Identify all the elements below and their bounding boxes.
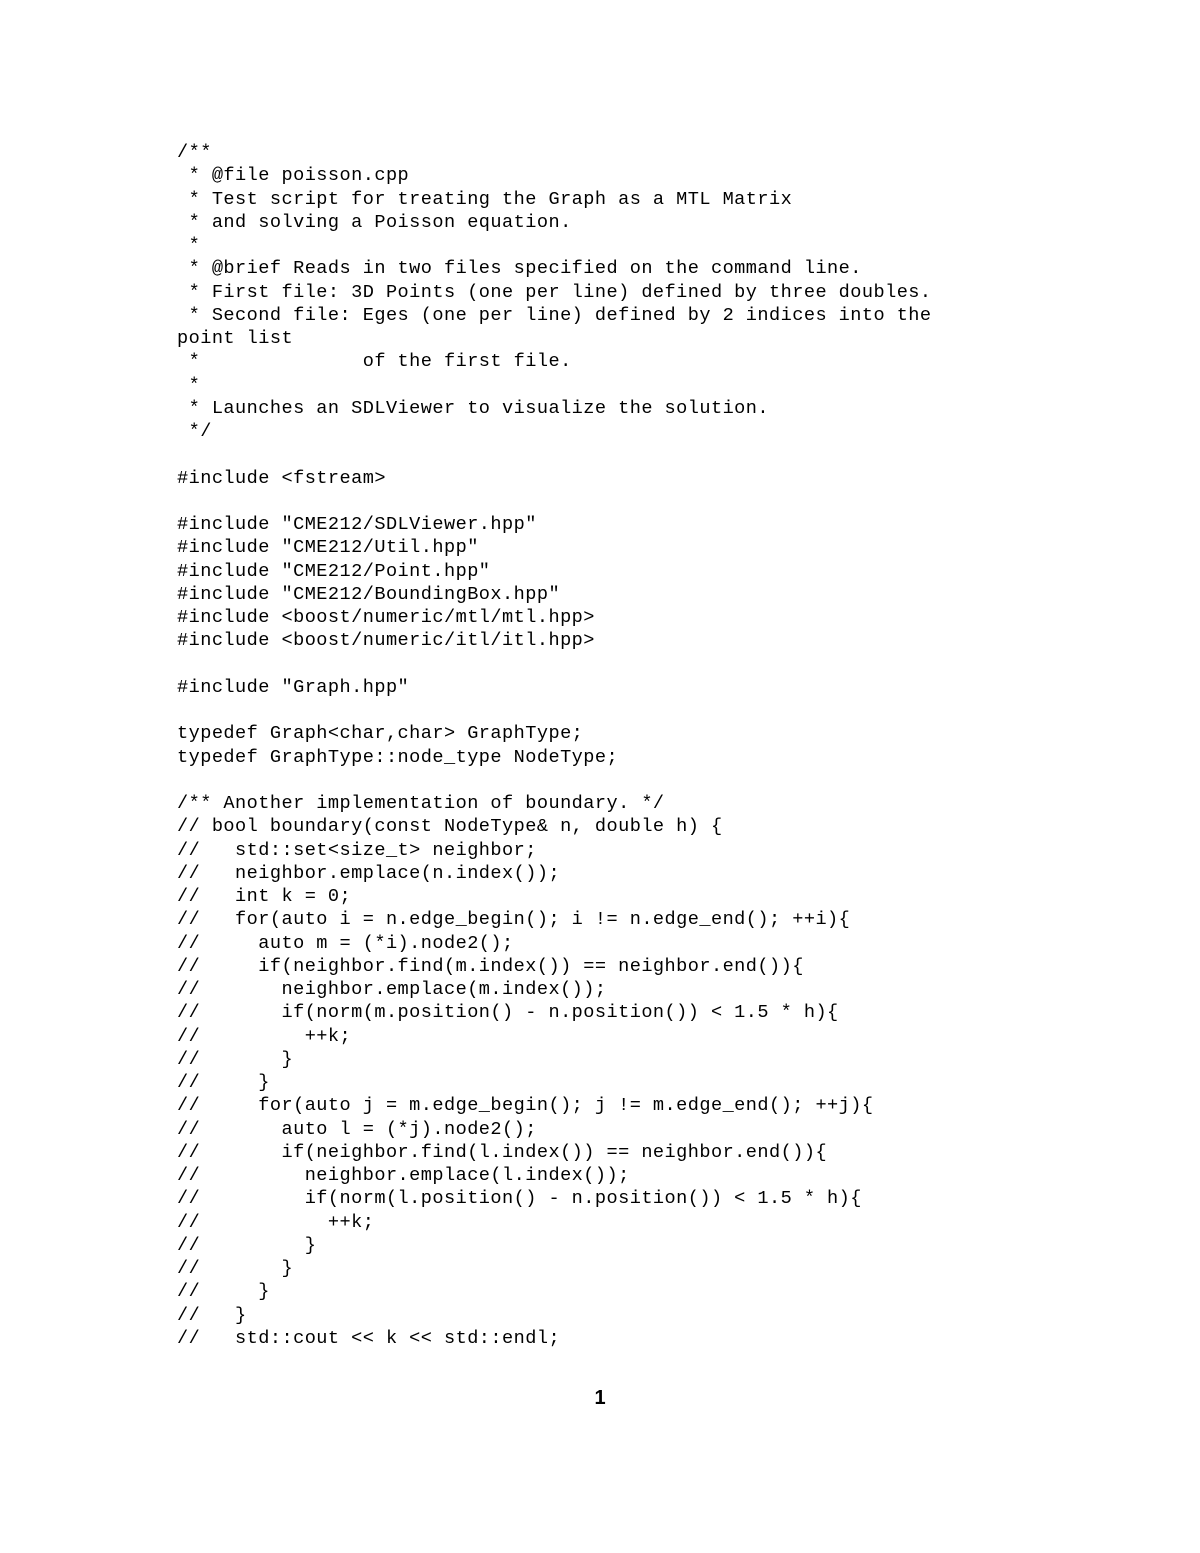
code-line: // neighbor.emplace(l.index()); xyxy=(177,1165,630,1186)
code-line: // bool boundary(const NodeType& n, double h) { xyxy=(177,816,723,838)
code-line xyxy=(177,653,1137,676)
code-line: // std::set<size_t> neighbor; xyxy=(177,839,537,861)
code-line: // } xyxy=(177,1281,270,1303)
code-line: // } xyxy=(177,1072,270,1093)
code-line: #include "Graph.hpp" xyxy=(177,676,410,698)
code-line: * of the first file. xyxy=(177,351,572,373)
code-listing xyxy=(177,141,1137,1350)
code-line: // int k = 0; xyxy=(177,886,352,907)
code-line: // ++k; xyxy=(177,1211,375,1233)
code-line: * @file poisson.cpp xyxy=(177,165,410,187)
code-line: // if(norm(l.position() - n.position()) < 1.5 * h){ xyxy=(177,1188,862,1210)
code-line: #include <fstream> xyxy=(177,467,386,489)
code-line: // auto l = (*j).node2(); xyxy=(177,1118,537,1140)
code-line: // for(auto i = n.edge_begin(); i != n.edge_end(); ++i){ xyxy=(177,909,851,931)
code-line: * Test script for treating the Graph as a MTL Matrix xyxy=(177,188,793,210)
code-line: // for(auto j = m.edge_begin(); j != m.edge_end(); ++j){ xyxy=(177,1095,874,1117)
code-line: * Launches an SDLViewer to visualize the solution. xyxy=(177,397,770,419)
code-line: /** Another implementation of boundary. */ xyxy=(177,793,665,814)
code-line: // } xyxy=(177,1234,317,1256)
code-line: // if(norm(m.position() - n.position()) < 1.5 * h){ xyxy=(177,1002,839,1024)
code-line: #include "CME212/BoundingBox.hpp" xyxy=(177,583,561,605)
code-line: // } xyxy=(177,1304,247,1326)
code-line: // } xyxy=(177,1258,294,1279)
code-line: // ++k; xyxy=(177,1025,352,1047)
code-line: // if(neighbor.find(m.index()) == neighbor.end()){ xyxy=(177,955,804,977)
code-line: // auto m = (*i).node2(); xyxy=(177,932,514,954)
code-line: * and solving a Poisson equation. xyxy=(177,211,572,233)
code-line: * xyxy=(177,374,201,396)
code-line: // neighbor.emplace(m.index()); xyxy=(177,979,607,1000)
code-line: point list xyxy=(177,328,294,349)
code-line xyxy=(177,443,1137,466)
code-line: #include "CME212/Point.hpp" xyxy=(177,560,491,582)
code-line xyxy=(177,699,1137,722)
code-line: * Second file: Eges (one per line) defined by 2 indices into the xyxy=(177,304,932,326)
code-line: * @brief Reads in two files specified on the command line. xyxy=(177,258,862,280)
code-line: #include "CME212/Util.hpp" xyxy=(177,537,479,559)
code-line: /** xyxy=(177,142,212,163)
code-line: typedef GraphType::node_type NodeType; xyxy=(177,746,619,768)
code-line xyxy=(177,769,1137,792)
code-line: // if(neighbor.find(l.index()) == neighbor.end()){ xyxy=(177,1141,828,1163)
code-line: typedef Graph<char,char> GraphType; xyxy=(177,723,584,745)
code-line: */ xyxy=(177,421,212,442)
code-line: #include "CME212/SDLViewer.hpp" xyxy=(177,514,537,535)
code-line: * First file: 3D Points (one per line) defined by three doubles. xyxy=(177,281,932,303)
code-line: // neighbor.emplace(n.index()); xyxy=(177,862,561,884)
code-line: #include <boost/numeric/mtl/mtl.hpp> xyxy=(177,607,595,628)
code-line xyxy=(177,490,1137,513)
code-line: * xyxy=(177,235,201,256)
code-line: #include <boost/numeric/itl/itl.hpp> xyxy=(177,630,595,652)
page-number: 1 xyxy=(594,1387,606,1409)
code-line: // } xyxy=(177,1048,294,1070)
code-line: // std::cout << k << std::endl; xyxy=(177,1327,561,1349)
